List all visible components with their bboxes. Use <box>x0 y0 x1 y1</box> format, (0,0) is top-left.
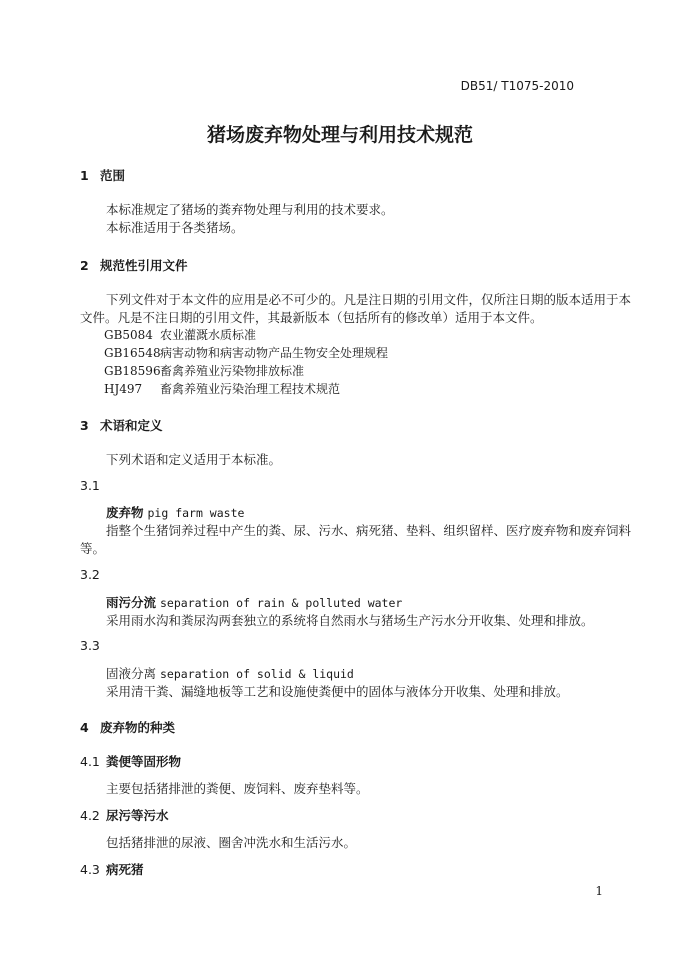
term-number: 3.3 <box>80 638 100 653</box>
reference-name: 畜禽养殖业污染治理工程技术规范 <box>160 382 341 396</box>
term-en: pig farm waste <box>147 506 245 520</box>
term-definition: 采用清干粪、漏缝地板等工艺和设施使粪便中的固体与液体分开收集、处理和排放。 <box>106 684 569 699</box>
page-title: 猪场废弃物处理与利用技术规范 <box>206 124 473 146</box>
term-definition: 采用雨水沟和粪尿沟两套独立的系统将自然雨水与猪场生产污水分开收集、处理和排放。 <box>106 613 594 628</box>
term-heading <box>106 664 354 682</box>
paragraph: 下列文件对于本文件的应用是必不可少的。凡是注日期的引用文件，仅所注日期的版本适用于本 <box>106 292 632 307</box>
paragraph: 下列术语和定义适用于本标准。 <box>106 452 282 467</box>
term-zh: 雨污分流 <box>106 595 157 610</box>
reference-item <box>104 362 304 379</box>
paragraph: 本标准规定了猪场的粪弃物处理与利用的技术要求。 <box>106 202 394 217</box>
subsection-number: 4.3 <box>80 862 100 877</box>
term-zh: 废弃物 <box>106 505 144 520</box>
subsection-heading <box>80 860 144 878</box>
subsection-number: 4.2 <box>80 808 100 823</box>
section-4-heading <box>80 718 175 736</box>
subsection-number: 4.1 <box>80 754 100 769</box>
section-1-heading <box>80 166 125 184</box>
reference-code: HJ497 <box>104 382 143 396</box>
term-number: 3.2 <box>80 567 100 582</box>
reference-item <box>104 344 388 361</box>
reference-code: GB18596 <box>104 364 161 378</box>
reference-name: 农业灌溉水质标准 <box>160 328 257 342</box>
section-number: 2 <box>80 258 89 273</box>
section-3-heading <box>80 416 163 434</box>
paragraph-continuation: 文件。凡是不注日期的引用文件，其最新版本（包括所有的修改单）适用于本文件。 <box>80 310 543 325</box>
term-en: separation of rain & polluted water <box>160 596 403 610</box>
section-title: 废弃物的种类 <box>100 720 176 735</box>
section-title: 规范性引用文件 <box>100 258 188 273</box>
term-definition-continuation: 等。 <box>80 541 106 556</box>
paragraph: 本标准适用于各类猪场。 <box>106 220 244 235</box>
section-title: 范围 <box>100 168 126 183</box>
term-heading <box>106 593 402 611</box>
term-definition: 指整个生猪饲养过程中产生的粪、尿、污水、病死猪、垫料、组织留样、医疗废弃物和废弃饲料 <box>106 523 632 538</box>
term-heading <box>106 503 244 521</box>
term-en: separation of solid & liquid <box>160 667 354 681</box>
reference-name: 病害动物和病害动物产品生物安全处理规程 <box>160 346 389 360</box>
term-number: 3.1 <box>80 478 100 493</box>
subsection-heading <box>80 752 181 770</box>
subsection-title: 粪便等固形物 <box>106 754 182 769</box>
reference-item <box>104 326 256 343</box>
section-2-heading <box>80 256 188 274</box>
subsection-title: 尿污等污水 <box>106 808 169 823</box>
reference-name: 畜禽养殖业污染物排放标准 <box>160 364 305 378</box>
subsection-heading <box>80 806 169 824</box>
paragraph: 主要包括猪排泄的粪便、废饲料、废弃垫料等。 <box>106 781 369 796</box>
page-number: 1 <box>595 884 603 898</box>
document-code: DB51/ T1075-2010 <box>460 79 574 93</box>
section-title: 术语和定义 <box>100 418 163 433</box>
reference-code: GB16548 <box>104 346 161 360</box>
subsection-title: 病死猪 <box>106 862 144 877</box>
reference-item <box>104 380 340 397</box>
section-number: 4 <box>80 720 89 735</box>
term-zh: 固液分离 <box>106 666 157 681</box>
paragraph: 包括猪排泄的尿液、圈舍冲洗水和生活污水。 <box>106 835 357 850</box>
section-number: 1 <box>80 168 89 183</box>
section-number: 3 <box>80 418 89 433</box>
reference-code: GB5084 <box>104 328 153 342</box>
